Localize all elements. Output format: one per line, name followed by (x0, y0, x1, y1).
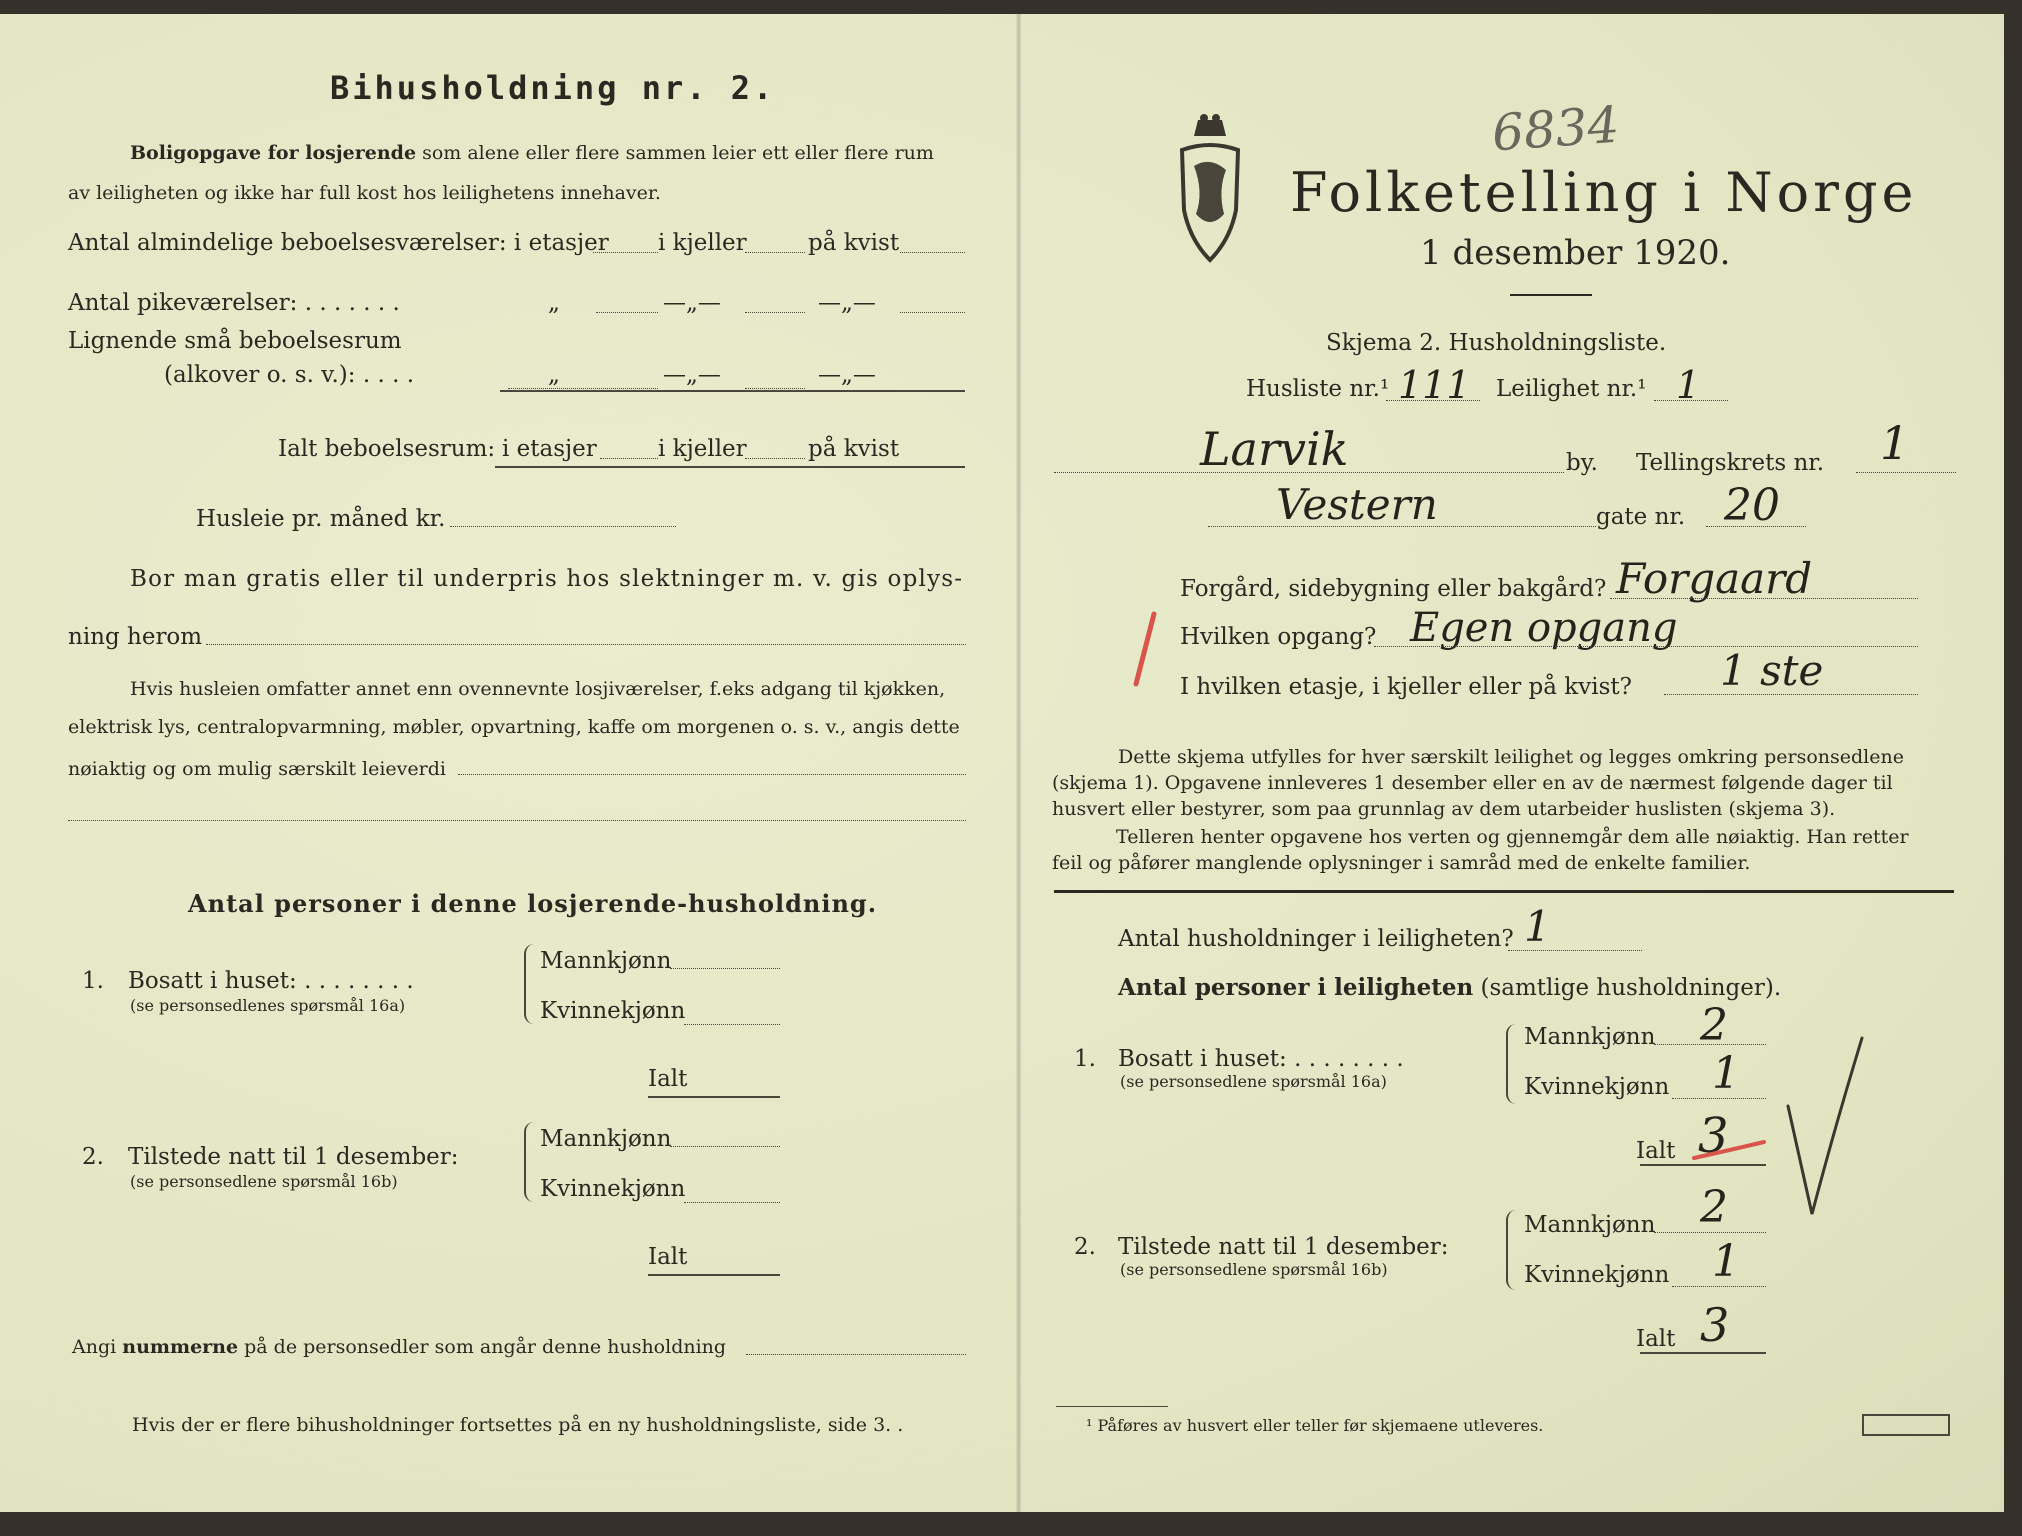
rent-label: Husleie pr. måned kr. (196, 506, 446, 532)
gratis-field (206, 644, 966, 645)
leilighet-label: Leilighet nr.¹ (1496, 376, 1647, 402)
left-q2-ialt-label: Ialt (648, 1244, 688, 1270)
left-q1-mann-label: Mannkjønn (540, 948, 672, 974)
right-q2-kvinne-field (1672, 1286, 1766, 1287)
pike-label: Antal pikeværelser: . . . . . . . (68, 290, 400, 316)
husliste-field (1386, 400, 1480, 401)
rent-field (450, 526, 676, 527)
right-q2-ialt-label: Ialt (1636, 1326, 1676, 1352)
left-q1-ialt-label: Ialt (648, 1066, 688, 1092)
note-line-2: elektrisk lys, centralopvarmning, møbler, opvartning, kaffe om morgenen o. s. v., angis dette (68, 716, 960, 738)
instruction-line-4: Telleren henter opgavene hos verten og gjennemgår dem alle nøiaktig. Han retter (1116, 826, 1909, 848)
right-q1-ialt-value: 3 (1698, 1108, 1729, 1164)
right-q2-ialt-field (1640, 1352, 1766, 1354)
left-q2-kvinne-field (684, 1202, 780, 1203)
right-q1-mann-value: 2 (1700, 1000, 1728, 1051)
krets-label: Tellingskrets nr. (1636, 450, 1825, 476)
title-rule (1510, 294, 1592, 296)
left-q2-mann-label: Mannkjønn (540, 1126, 672, 1152)
intro-rest: som alene eller flere sammen leier ett eller flere rum (422, 142, 934, 164)
right-q1-mann-field (1654, 1044, 1766, 1045)
rooms-label: Antal almindelige beboelsesværelser: i etasjer (68, 230, 609, 256)
small-rooms-label-1: Lignende små beboelsesrum (68, 328, 402, 354)
left-q1-label: Bosatt i huset: . . . . . . . . (128, 968, 414, 994)
gate-label: gate nr. (1596, 504, 1686, 530)
rooms-kjeller-label: i kjeller (658, 230, 747, 256)
persons-bold: Antal personer i leiligheten (1118, 974, 1474, 1001)
city-value: Larvik (1200, 422, 1349, 476)
ialt-etasjer-field (600, 458, 658, 459)
rooms-etasjer-field (593, 252, 658, 253)
small-ditto-3: —„— (818, 362, 876, 388)
right-q2-mann-label: Mannkjønn (1524, 1212, 1656, 1238)
households-value: 1 (1524, 902, 1551, 951)
opgang-field (1374, 646, 1918, 647)
households-field (1508, 950, 1642, 951)
left-q1-num: 1. (82, 968, 104, 994)
small-rooms-rule (500, 390, 965, 392)
small-field-2 (745, 388, 805, 389)
small-rooms-label-2: (alkover o. s. v.): . . . . (164, 362, 415, 388)
forgard-label: Forgård, sidebygning eller bakgård? (1180, 576, 1607, 602)
right-q2-kvinne-value: 1 (1712, 1236, 1740, 1287)
red-check-mark (1126, 610, 1166, 690)
right-q2-num: 2. (1074, 1234, 1096, 1260)
left-q2-kvinne-label: Kvinnekjønn (540, 1176, 686, 1202)
rooms-kvist-field (900, 252, 965, 253)
small-ditto-2: —„— (663, 362, 721, 388)
form-title: Folketelling i Norge (1290, 161, 1918, 224)
krets-value: 1 (1880, 416, 1910, 470)
gate-value: 20 (1724, 480, 1780, 531)
pike-field-2 (745, 312, 805, 313)
husliste-label: Husliste nr.¹ (1246, 376, 1390, 402)
scan-edge-right (2004, 0, 2022, 1536)
intro-bold: Boligopgave for losjerende (130, 142, 417, 164)
right-q2-brace (1506, 1210, 1518, 1290)
instruction-line-5: feil og påfører manglende oplysninger i samråd med de enkelte familier. (1052, 852, 1751, 874)
forgard-field (1610, 598, 1918, 599)
left-footer: Hvis der er flere bihusholdninger fortsettes på en ny husholdningsliste, side 3. . (132, 1414, 904, 1436)
left-q1-mann-field (670, 968, 780, 969)
red-underline-mark (1690, 1136, 1770, 1166)
coat-of-arms-icon (1170, 110, 1250, 270)
forgard-value: Forgaard (1616, 554, 1813, 603)
note-line-3: nøiaktig og om mulig særskilt leieverdi (68, 758, 446, 780)
intro-line-2: av leiligheten og ikke har full kost hos leilighetens innehaver. (68, 182, 661, 204)
left-q1-brace (524, 944, 536, 1024)
by-label: by. (1566, 450, 1598, 476)
pike-field-3 (900, 312, 965, 313)
etasje-field (1664, 694, 1918, 695)
right-q1-num: 1. (1074, 1046, 1096, 1072)
pike-ditto-2: —„— (663, 290, 721, 316)
note-field-2 (68, 820, 966, 821)
street-field (1208, 526, 1596, 527)
gate-field (1706, 526, 1806, 527)
right-q2-kvinne-label: Kvinnekjønn (1524, 1262, 1670, 1288)
husliste-value: 111 (1398, 363, 1471, 407)
left-q2-num: 2. (82, 1144, 104, 1170)
small-ditto-1: „ (548, 362, 560, 388)
krets-field (1856, 472, 1956, 473)
right-q1-sub: (se personsedlene spørsmål 16a) (1120, 1072, 1387, 1091)
scan-edge-bottom (0, 1512, 2022, 1536)
intro-line-1 (130, 144, 934, 163)
right-q1-brace (1506, 1024, 1518, 1104)
etasje-label: I hvilken etasje, i kjeller eller på kvist? (1180, 674, 1632, 700)
rooms-kjeller-field (745, 252, 805, 253)
ialt-etasjer-label: i etasjer (502, 436, 597, 462)
numbers-line (72, 1338, 726, 1357)
ialt-rooms-rule (495, 466, 965, 468)
numbers-rest: på de personsedler som angår denne husholdning (244, 1336, 727, 1358)
right-q1-ialt-field (1640, 1164, 1766, 1166)
right-q1-kvinne-field (1672, 1098, 1766, 1099)
form-date: 1 desember 1920. (1420, 233, 1731, 273)
right-q1-mann-label: Mannkjønn (1524, 1024, 1656, 1050)
persons-line (1118, 976, 1781, 1000)
right-q2-mann-field (1654, 1232, 1766, 1233)
right-q2-mann-value: 2 (1700, 1182, 1728, 1233)
right-q2-label: Tilstede natt til 1 desember: (1118, 1234, 1449, 1260)
pike-ditto-3: —„— (818, 290, 876, 316)
right-q1-ialt-label: Ialt (1636, 1138, 1676, 1164)
schema-label: Skjema 2. Husholdningsliste. (1326, 330, 1667, 356)
left-q1-kvinne-field (684, 1024, 780, 1025)
printer-mark (1862, 1414, 1950, 1436)
small-field-1 (508, 388, 658, 389)
left-q1-sub: (se personsedlenes spørsmål 16a) (130, 996, 406, 1015)
gratis-line-1: Bor man gratis eller til underpris hos slektninger m. v. gis oplys- (130, 566, 964, 592)
left-q1-kvinne-label: Kvinnekjønn (540, 998, 686, 1024)
left-q2-sub: (se personsedlene spørsmål 16b) (130, 1172, 398, 1191)
rooms-kvist-label: på kvist (808, 230, 900, 256)
left-heading: Bihusholdning nr. 2. (330, 69, 776, 107)
ialt-kjeller-label: i kjeller (658, 436, 747, 462)
ialt-kvist-label: på kvist (808, 436, 900, 462)
ialt-kjeller-field (745, 458, 805, 459)
pike-field-1 (596, 312, 658, 313)
footnote: ¹ Påføres av husvert eller teller før skjemaene utleveres. (1086, 1416, 1544, 1435)
right-q1-label: Bosatt i huset: . . . . . . . . (1118, 1046, 1404, 1072)
numbers-field (746, 1354, 966, 1355)
left-q2-label: Tilstede natt til 1 desember: (128, 1144, 459, 1170)
left-q1-ialt-field (648, 1096, 780, 1098)
instruction-line-1: Dette skjema utfylles for hver særskilt leilighet og legges omkring personsedlene (1118, 746, 1904, 768)
persons-heading: Antal personer i denne losjerende-husholdning. (188, 889, 878, 918)
pencil-check-mark (1784, 1030, 1874, 1230)
scan-edge-top (0, 0, 2022, 14)
right-q1-kvinne-value: 1 (1712, 1048, 1740, 1099)
stamp-number: 6834 (1490, 95, 1622, 163)
left-q2-mann-field (670, 1146, 780, 1147)
households-label: Antal husholdninger i leiligheten? (1118, 926, 1514, 952)
leilighet-value: 1 (1676, 363, 1701, 407)
persons-rest: (samtlige husholdninger). (1480, 975, 1782, 1001)
left-q2-brace (524, 1122, 536, 1202)
right-q2-ialt-value: 3 (1700, 1298, 1730, 1352)
pike-ditto-1: „ (548, 290, 560, 316)
right-q2-sub: (se personsedlene spørsmål 16b) (1120, 1260, 1388, 1279)
leilighet-field (1654, 400, 1728, 401)
left-q2-ialt-field (648, 1274, 780, 1276)
instruction-line-3: husvert eller bestyrer, som paa grunnlag av dem utarbeider huslisten (skjema 3). (1052, 798, 1836, 820)
right-q1-kvinne-label: Kvinnekjønn (1524, 1074, 1670, 1100)
city-field (1054, 472, 1564, 473)
numbers-bold: nummerne (122, 1336, 239, 1358)
opgang-value: Egen opgang (1410, 605, 1678, 651)
numbers-pre: Angi (72, 1336, 117, 1358)
section-rule (1054, 890, 1954, 893)
footnote-rule (1056, 1406, 1168, 1407)
instruction-line-2: (skjema 1). Opgavene innleveres 1 desember eller en av de nærmest følgende dager til (1052, 772, 1893, 794)
note-field-1 (458, 774, 966, 775)
etasje-value: 1 ste (1720, 646, 1824, 695)
opgang-label: Hvilken opgang? (1180, 624, 1377, 650)
page-fold (1016, 14, 1022, 1512)
gratis-line-2: ning herom (68, 624, 203, 650)
note-line-1: Hvis husleien omfatter annet enn ovennevnte losjiværelser, f.eks adgang til kjøkken, (130, 678, 946, 700)
ialt-rooms-label: Ialt beboelsesrum: (278, 436, 496, 462)
street-value: Vestern (1276, 480, 1438, 529)
